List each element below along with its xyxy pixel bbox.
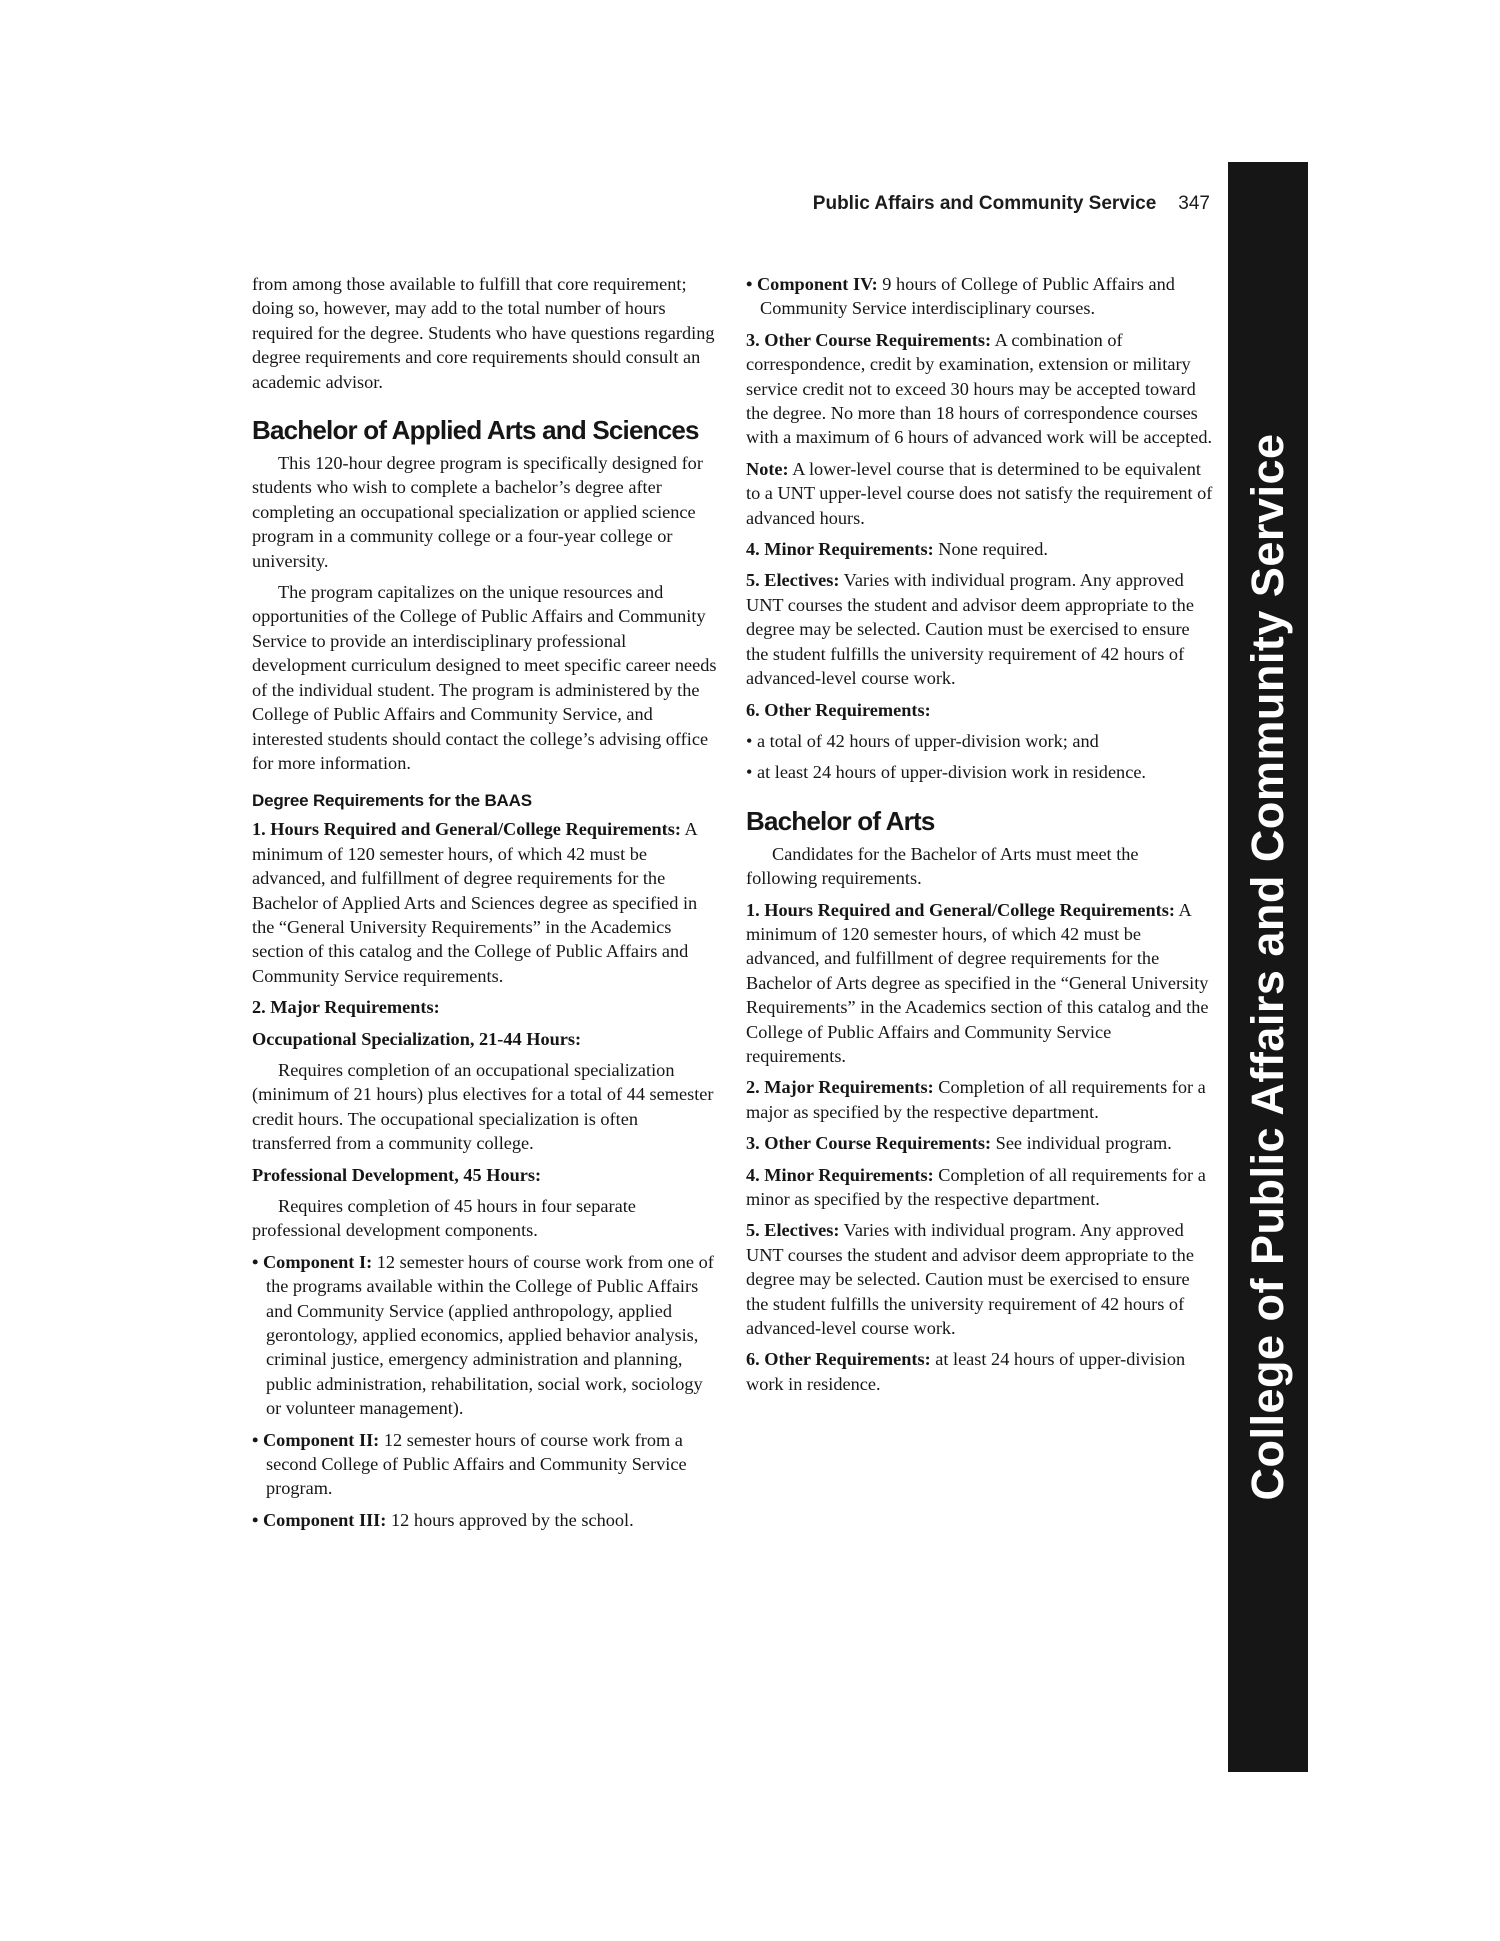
- requirement-text: A combination of correspondence, credit by examination, extension or military service credit not to exceed 30 hours may be accepted toward the degree. No more than 18 hours of correspondence courses with a maximum of 6 hours of advanced work will be accepted.: [746, 329, 1213, 448]
- component-1-item: [252, 1250, 720, 1421]
- ba-requirement-5: [746, 1218, 1214, 1340]
- left-column: [252, 272, 720, 1539]
- baas-requirement-2-label: 2. Major Requirements:: [252, 997, 440, 1018]
- intro-paragraph: from among those available to fulfill that core requirement; doing so, however, may add to the total number of hours required for the degree. Students who have questions regarding degree requirements and core requirements should consult an academic advisor.: [252, 274, 715, 392]
- component-label: • Component II:: [252, 1429, 380, 1450]
- right-column: [746, 272, 1214, 1403]
- requirement-label: 4. Minor Requirements:: [746, 539, 934, 560]
- ba-requirement-6: [746, 1347, 1214, 1396]
- other-requirement-bullet-1: • a total of 42 hours of upper-division work; and: [746, 730, 1099, 751]
- requirement-text: Completion of all requirements for a major as specified by the respective department.: [746, 1077, 1206, 1122]
- requirement-label: 1. Hours Required and General/College Requirements:: [252, 819, 681, 840]
- baas-paragraph-2: The program capitalizes on the unique resources and opportunities of the College of Public Affairs and Community Service to provide an interdisciplinary professional development curriculum designed to meet specific career needs of the individual student. The program is administered by the College of Public Affairs and Community Service, and interested students should contact the college’s advising office for more information.: [252, 582, 717, 773]
- component-label: • Component IV:: [746, 274, 878, 294]
- requirement-label: 4. Minor Requirements:: [746, 1164, 934, 1185]
- sidebar-label: College of Public Affairs and Community Service: [1242, 433, 1293, 1501]
- baas-paragraph-1: This 120-hour degree program is specifically designed for students who wish to complete a bachelor’s degree after completing an occupational specialization or applied science program in a community college or a four-year college or university.: [252, 453, 703, 571]
- professional-development-text: Requires completion of 45 hours in four separate professional development components.: [252, 1196, 636, 1241]
- component-text: 12 semester hours of course work from one of the programs available within the College of Public Affairs and Community Service (applied anthropology, applied gerontology, applied economics, applied behavior analysis, criminal justice, emergency administration and planning, public administration, rehabilitation, social work, sociology or volunteer management).: [266, 1251, 714, 1419]
- component-label: • Component III:: [252, 1509, 387, 1530]
- note-text: A lower-level course that is determined to be equivalent to a UNT upper-level course does not satisfy the requirement of advanced hours.: [746, 458, 1213, 528]
- baas-requirement-5: [746, 568, 1214, 690]
- ba-intro: Candidates for the Bachelor of Arts must meet the following requirements.: [746, 843, 1139, 889]
- requirement-label: 5. Electives:: [746, 1220, 840, 1241]
- note-label: Note:: [746, 458, 789, 479]
- requirement-text: Completion of all requirements for a minor as specified by the respective department.: [746, 1164, 1206, 1209]
- requirement-label: 2. Major Requirements:: [746, 1077, 934, 1098]
- header-title: Public Affairs and Community Service: [812, 193, 1157, 214]
- ba-requirement-2: [746, 1075, 1214, 1124]
- baas-requirement-3: [746, 328, 1214, 450]
- component-2-item: [252, 1428, 720, 1501]
- requirement-text: None required.: [933, 539, 1048, 560]
- professional-development-label: Professional Development, 45 Hours:: [252, 1164, 542, 1185]
- note-paragraph: [746, 457, 1214, 530]
- requirement-text: at least 24 hours of upper-division work in residence.: [746, 1349, 1186, 1394]
- requirement-text: A minimum of 120 semester hours, of which 42 must be advanced, and fulfillment of degree requirements for the Bachelor of Arts degree as specified in the “General University Requirements” in the Academics section of this catalog and the College of Public Affairs and Community Service requirements.: [746, 899, 1209, 1066]
- requirement-text: A minimum of 120 semester hours, of which 42 must be advanced, and fulfillment of degree requirements for the Bachelor of Applied Arts and Sciences degree as specified in the “General University Requirements” in the Academics section of this catalog and the College of Public Affairs and Community Service requirements.: [252, 819, 698, 986]
- page-number: 347: [1178, 193, 1210, 214]
- requirement-label: 5. Electives:: [746, 570, 840, 591]
- running-header: [780, 193, 1210, 215]
- component-text: 12 hours approved by the school.: [386, 1509, 634, 1530]
- college-sidebar-tab: [1228, 162, 1308, 1772]
- baas-requirement-6-label: 6. Other Requirements:: [746, 699, 931, 720]
- baas-requirement-1: [252, 817, 720, 988]
- component-3-item: [252, 1508, 720, 1532]
- requirement-label: 3. Other Course Requirements:: [746, 329, 992, 350]
- occupational-specialization-text: Requires completion of an occupational specialization (minimum of 21 hours) plus electives for a total of 44 semester credit hours. The occupational specialization is often transferred from a community college.: [252, 1059, 714, 1154]
- requirement-label: 1. Hours Required and General/College Requirements:: [746, 899, 1175, 920]
- other-requirement-bullet-2: • at least 24 hours of upper-division work in residence.: [746, 762, 1147, 783]
- ba-requirement-3: [746, 1131, 1214, 1155]
- degree-requirements-heading: Degree Requirements for the BAAS: [252, 791, 532, 811]
- requirement-text: See individual program.: [991, 1133, 1172, 1154]
- ba-requirement-1: [746, 898, 1214, 1069]
- component-text: 9 hours of College of Public Affairs and Community Service interdisciplinary courses.: [760, 274, 1175, 319]
- ba-heading: Bachelor of Arts: [746, 805, 935, 836]
- baas-requirement-4: [746, 537, 1214, 561]
- requirement-text: Varies with individual program. Any approved UNT courses the student and advisor deem appropriate to the degree may be selected. Caution must be exercised to ensure the student fulfills the university requirement of 42 hours of advanced-level course work.: [746, 570, 1194, 689]
- component-label: • Component I:: [252, 1251, 373, 1272]
- ba-requirement-4: [746, 1163, 1214, 1212]
- occupational-specialization-label: Occupational Specialization, 21-44 Hours:: [252, 1028, 582, 1049]
- baas-heading: Bachelor of Applied Arts and Sciences: [252, 415, 699, 446]
- requirement-text: Varies with individual program. Any approved UNT courses the student and advisor deem appropriate to the degree may be selected. Caution must be exercised to ensure the student fulfills the university requirement of 42 hours of advanced-level course work.: [746, 1220, 1194, 1339]
- requirement-label: 6. Other Requirements:: [746, 1349, 931, 1370]
- component-text: 12 semester hours of course work from a second College of Public Affairs and Community Service program.: [266, 1429, 687, 1499]
- component-4-item: [746, 272, 1214, 321]
- requirement-label: 3. Other Course Requirements:: [746, 1133, 992, 1154]
